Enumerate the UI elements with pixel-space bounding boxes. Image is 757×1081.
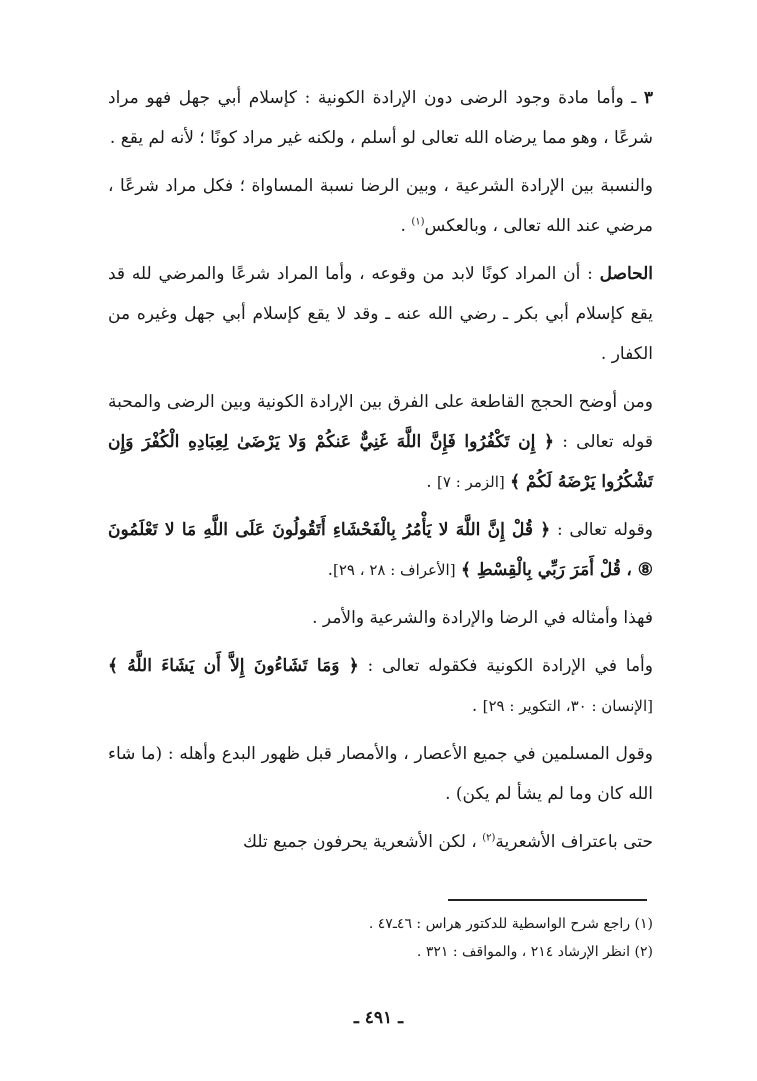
paragraph-text: وقوله تعالى : xyxy=(556,520,654,540)
main-text xyxy=(108,78,653,870)
footnote-2: (٢) انظر الإرشاد ٢١٤ ، والمواقف : ٣٢١ . xyxy=(416,944,653,960)
paragraph-text: حتى باعتراف الأشعرية xyxy=(495,832,653,852)
paragraph-1 xyxy=(108,78,653,158)
paragraph-end: . xyxy=(400,216,412,236)
verse-reference: [الإنسان : ٣٠، التكوير : ٢٩] xyxy=(482,697,653,715)
paragraph-text: : أن المراد كونًا لابد من وقوعه ، وأما المراد شرعًا والمرضي لله قد يقع كإسلام أبي بكر ـ رضي الله عنه ـ وقد لا يقع كإسلام أبي جهل وغيره من الكفار . xyxy=(108,264,653,364)
paragraph-text: ـ وأما مادة وجود الرضى دون الإرادة الكونية : كإسلام أبي جهل فهو مراد شرعًا ، وهو مما يرضاه الله تعالى لو أسلم ، ولكنه غير مراد كونًا ؛ لأنه لم يقع . xyxy=(108,88,653,148)
verse-reference: [الزمر : ٧] xyxy=(437,473,505,491)
item-number: ٣ xyxy=(643,88,653,108)
quran-verse: ﴿ وَمَا تَشَاءُونَ إِلاَّ أَن يَشَاءَ اللَّهُ ﴾ xyxy=(108,656,359,676)
paragraph-text: ومن أوضح الحجج القاطعة على الفرق بين الإرادة الكونية وبين الرضى والمحبة قوله تعالى : xyxy=(108,392,654,452)
footnote-1: (١) راجع شرح الواسطية للدكتور هراس : ٤٦ـ٤٧ . xyxy=(368,916,653,932)
paragraph-end: . xyxy=(426,472,438,492)
footnote-separator xyxy=(448,899,647,901)
footnote-mark: (١) xyxy=(411,216,425,228)
verse-reference: [الأعراف : ٢٨ ، ٢٩] xyxy=(332,561,456,579)
paragraph-9 xyxy=(108,822,653,862)
paragraph-2 xyxy=(108,166,653,246)
quran-verse: ﴿ إِن تَكْفُرُوا فَإِنَّ اللَّهَ غَنِيٌّ عَنكُمْ وَلا يَرْضَىٰ لِعِبَادِهِ الْكُفْرَ وَإِن تَشْكُرُوا يَرْضَهُ لَكُمْ ﴾ xyxy=(108,432,653,492)
paragraph-text: والنسبة بين الإرادة الشرعية ، وبين الرضا نسبة المساواة ؛ فكل مراد شرعًا ، مرضي عند الله تعالى ، وبالعكس xyxy=(108,176,653,236)
paragraph-7 xyxy=(108,646,653,726)
paragraph-text: وقول المسلمين في جميع الأعصار ، والأمصار قبل ظهور البدع وأهله : (ما شاء الله كان وما لم يشأ لم يكن) . xyxy=(108,744,653,804)
paragraph-text-continued: ، لكن الأشعرية يحرفون جميع تلك xyxy=(243,832,483,852)
paragraph-text: فهذا وأمثاله في الرضا والإرادة والشرعية والأمر . xyxy=(312,608,653,628)
paragraph-3 xyxy=(108,254,653,374)
lead-word: الحاصل xyxy=(599,264,654,284)
page-number: ـ ٤٩١ ـ xyxy=(353,1008,404,1028)
paragraph-end: . xyxy=(471,696,483,716)
paragraph-end: . xyxy=(327,560,333,580)
paragraph-6 xyxy=(108,598,653,638)
paragraph-text: وأما في الإرادة الكونية فكقوله تعالى : xyxy=(367,656,653,676)
footnote-mark: (٢) xyxy=(482,832,496,844)
paragraph-5 xyxy=(108,510,653,590)
paragraph-8 xyxy=(108,734,653,814)
quran-verse: ﴿ قُلْ إِنَّ اللَّهَ لا يَأْمُرُ بِالْفَحْشَاءِ أَتَقُولُونَ عَلَى اللَّهِ مَا لا تَعْلَمُونَ ⑧ ، xyxy=(108,520,653,580)
quran-verse-2: قُلْ أَمَرَ رَبِّي بِالْقِسْطِ ﴾ xyxy=(460,560,621,580)
paragraph-4 xyxy=(108,382,653,502)
footnotes xyxy=(108,910,653,966)
